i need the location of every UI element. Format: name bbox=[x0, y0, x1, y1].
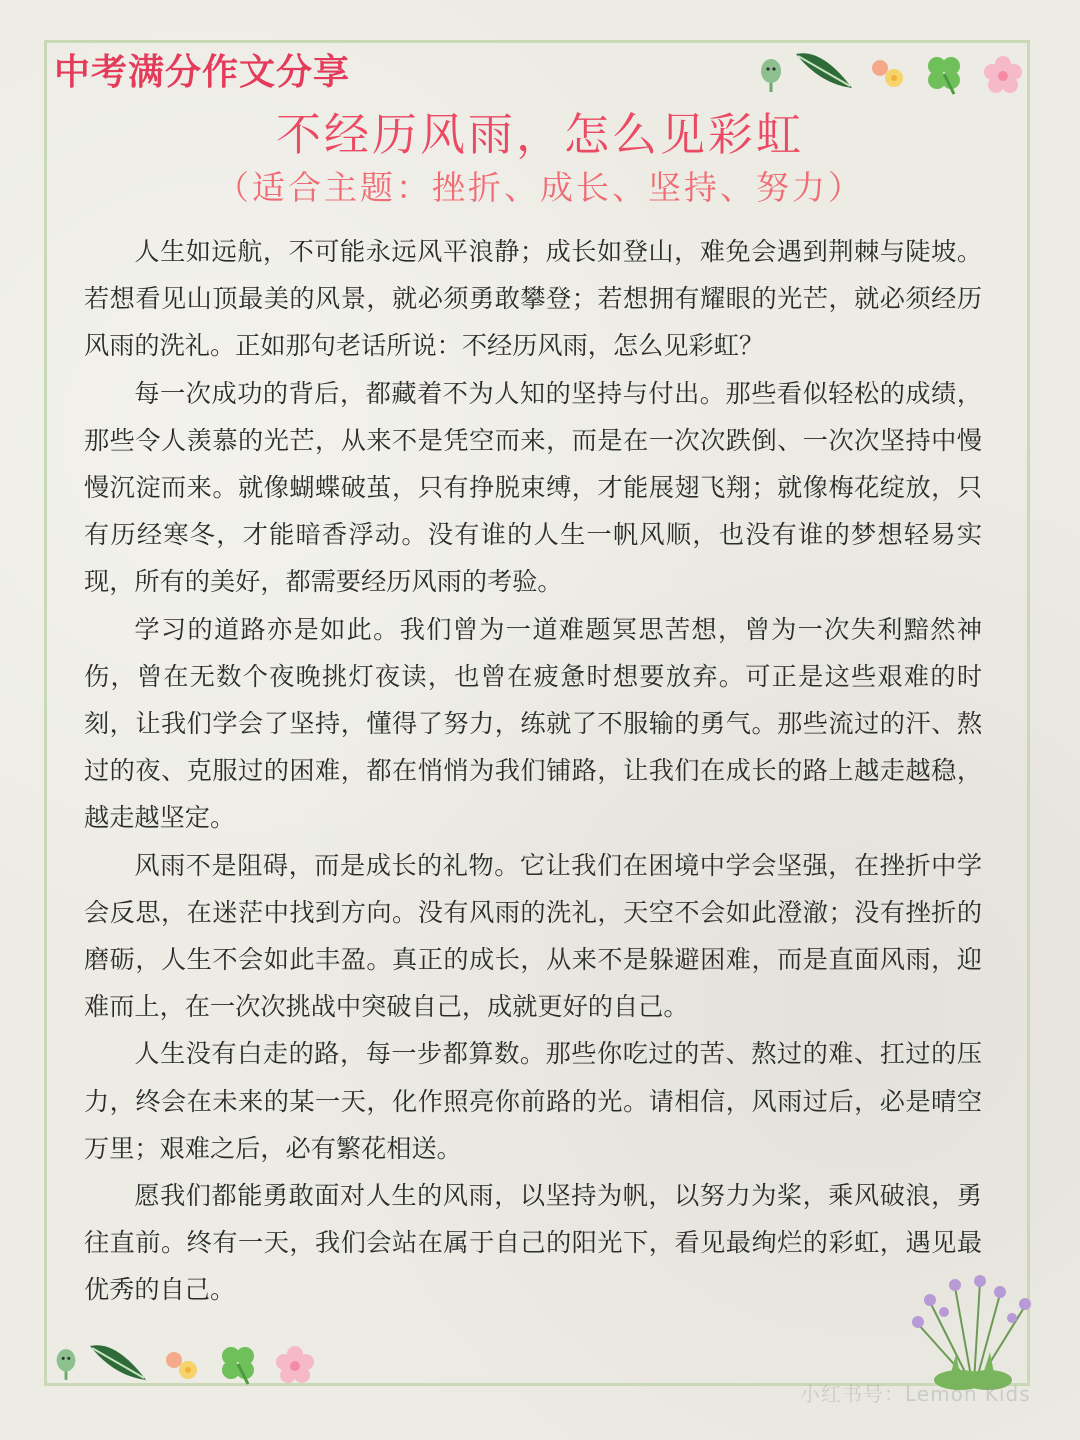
lavender-bouquet-icon bbox=[900, 1272, 1046, 1392]
sprout-icon bbox=[52, 1346, 80, 1382]
leaf-icon bbox=[86, 1340, 152, 1386]
sprout-icon bbox=[756, 56, 786, 94]
blossom-icon bbox=[272, 1342, 318, 1388]
clover-icon bbox=[214, 1340, 262, 1388]
essay-body bbox=[84, 228, 982, 1314]
paragraph: 人生没有白走的路，每一步都算数。那些你吃过的苦、熬过的难、扛过的压力，终会在未来的某一天，化作照亮你前路的光。请相信，风雨过后，必是晴空万里；艰难之后，必有繁花相送。 bbox=[84, 1039, 982, 1163]
blossom-icon bbox=[980, 52, 1026, 98]
flower-icon bbox=[160, 1346, 204, 1386]
flower-icon bbox=[866, 54, 910, 94]
watermark: 小红书号：Lemon Kids bbox=[800, 1382, 1031, 1406]
leaf-icon bbox=[792, 48, 858, 94]
paragraph: 风雨不是阻碍，而是成长的礼物。它让我们在困境中学会坚强，在挫折中学会反思，在迷茫中找到方向。没有风雨的洗礼，天空不会如此澄澈；没有挫折的磨砺，人生不会如此丰盈。真正的成长，从来不是躲避困难，而是直面风雨，迎难而上，在一次次挑战中突破自己，成就更好的自己。 bbox=[84, 850, 982, 1022]
paragraph: 人生如远航，不可能永远风平浪静；成长如登山，难免会遇到荆棘与陡坡。若想看见山顶最美的风景，就必须勇敢攀登；若想拥有耀眼的光芒，就必须经历风雨的洗礼。正如那句老话所说：不经历风雨，怎么见彩虹？ bbox=[84, 237, 982, 361]
clover-icon bbox=[920, 50, 968, 98]
essay-title: 不经历风雨，怎么见彩虹 bbox=[275, 108, 804, 161]
essay-subtitle: （适合主题：挫折、成长、坚持、努力） bbox=[216, 168, 864, 207]
paragraph: 学习的道路亦是如此。我们曾为一道难题冥思苦想，曾为一次失利黯然神伤，曾在无数个夜晚挑灯夜读，也曾在疲惫时想要放弃。可正是这些艰难的时刻，让我们学会了坚持，懂得了努力，练就了不服输的勇气。那些流过的汗、熬过的夜、克服过的困难，都在悄悄为我们铺路，让我们在成长的路上越走越稳，越走越坚定。 bbox=[84, 614, 982, 833]
paragraph: 愿我们都能勇敢面对人生的风雨，以坚持为帆，以努力为桨，乘风破浪，勇往直前。终有一天，我们会站在属于自己的阳光下，看见最绚烂的彩虹，遇见最优秀的自己。 bbox=[84, 1181, 982, 1305]
category-tag: 中考满分作文分享 bbox=[54, 52, 351, 93]
paragraph: 每一次成功的背后，都藏着不为人知的坚持与付出。那些看似轻松的成绩，那些令人羡慕的光芒，从来不是凭空而来，而是在一次次跌倒、一次次坚持中慢慢沉淀而来。就像蝴蝶破茧，只有挣脱束缚，才能展翅飞翔；就像梅花绽放，只有历经寒冬，才能暗香浮动。没有谁的人生一帆风顺，也没有谁的梦想轻易实现，所有的美好，都需要经历风雨的考验。 bbox=[84, 378, 982, 597]
